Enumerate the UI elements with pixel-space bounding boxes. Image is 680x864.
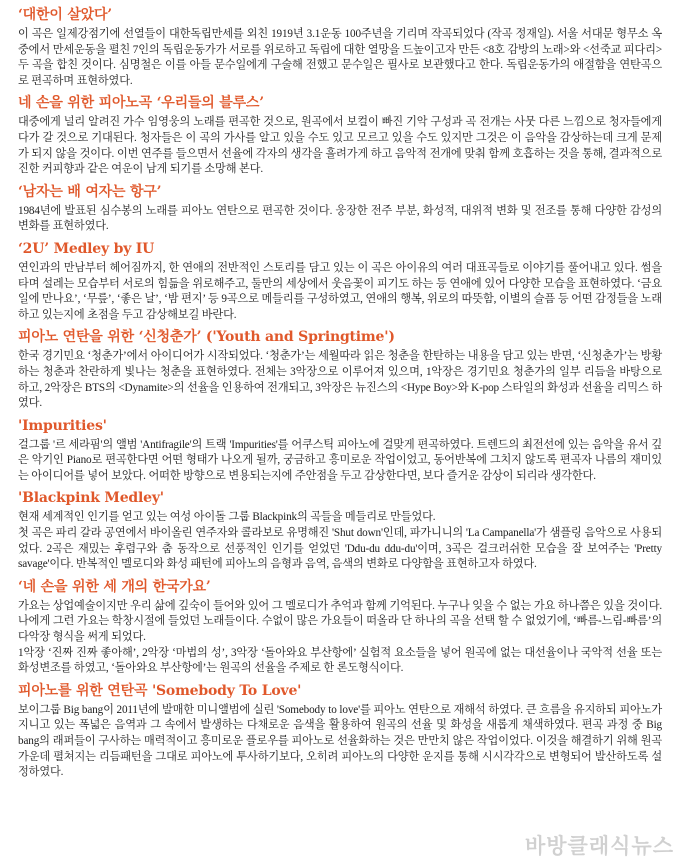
section-title: 'Impurities' (18, 417, 107, 434)
section-somebody-to-love (18, 682, 662, 781)
section-blackpink-medley (18, 489, 662, 572)
section-title: ‘2U’ Medley by IU (18, 240, 155, 257)
watermark: 바방클래식뉴스 (524, 834, 674, 858)
section-man-ship-woman-port (18, 183, 662, 235)
section-body: 연인과의 만남부터 헤어짐까지, 한 연애의 전반적인 스토리를 담고 있는 이 곡은 아이유의 여러 대표곡들로 이야기를 풀어내고 있다. 썸을 타며 설레는 모습부터 서로의 힘듦을 위로해주고, 둘만의 세상에서 웃음꽃이 피기도 하는 등 연애에 있어 다양한 모습을 표현하였다. ‘금요일에 만나요’, ‘무릎’, ‘좋은 날’, ‘밤 편지’ 등 9곡으로 메들리를 구성하였고, 연애의 행복, 위로의 따뜻함, 이별의 슬픔 등 어떤 감정들을 노래하고 있는지에 초점을 두고 감상해보길 바란다. (18, 261, 662, 321)
section-title: ‘네 손을 위한 세 개의 한국가요’ (18, 578, 211, 595)
section-2u-medley (18, 240, 662, 323)
section-title: ‘남자는 배 여자는 항구’ (18, 183, 162, 200)
section-title: 피아노 연탄을 위한 ‘신청춘가’ ('Youth and Springtime') (18, 329, 395, 346)
section-body: 첫 곡은 파리 갈라 공연에서 바이올린 연주자와 콜라보로 유명해진 'Shut down'인데, 파가니니의 'La Campanella'가 샘플링 음악으로 사용되었다. 2곡은 재밌는 후렴구와 춤 동작으로 선풍적인 인기를 얻었던 'Ddu-du ddu-du'이며, 3곡은 걸크러쉬한 모습을 잘 보여주는 'Pretty savage'이다. 반복적인 멜로디와 화성 패턴에 피아노의 음형과 음역, 음색의 변화로 다양함을 표현하고자 하였다. (18, 527, 662, 571)
section-body: 걸그룹 '르 세라핌'의 앨범 'Antifragile'의 트랙 'Impurities'를 어쿠스틱 피아노에 걸맞게 편곡하였다. 트렌드의 최전선에 있는 음악을 유서 깊은 악기인 Piano로 편곡한다면 어떤 형태가 나오게 될까, 궁금하고 흥미로운 작업이었고, 동어반복에 그치지 않도록 편곡자 나름의 재미있는 아이디어를 넣어 보았다. 어떠한 방향으로 변용되는지에 주안점을 두고 감상한다면, 보다 즐거운 감상이 되리라 생각한다. (18, 438, 662, 482)
section-body: 가요는 상업예술이지만 우리 삶에 깊숙이 들어와 있어 그 멜로디가 추억과 함께 기억된다. 누구나 잊을 수 없는 가요 하나쯤은 있을 것이다. 나에게 그런 가요는 학창시절에 들었던 노래들이다. 수없이 많은 가요들이 떠올라 단 하나의 곡을 선택 할 수 없었기에, ‘빠름-느림-빠름’의 다악장 형식을 써게 되었다. (18, 599, 662, 644)
section-title: 네 손을 위한 피아노곡 ‘우리들의 블루스’ (18, 95, 264, 112)
section-title: 'Blackpink Medley' (18, 490, 164, 507)
section-body: 1악장 ‘진짜 진짜 좋아해’, 2악장 ‘마법의 성’, 3악장 ‘돌아와요 부산항에’ 실험적 요소들을 넣어 원곡에 없는 대선율이나 국악적 선율 또는 화성변조를 하였고, ‘돌아와요 부산항에’는 원곡의 선율을 주제로 한 론도형식이다. (18, 646, 662, 675)
section-title: 피아노를 위한 연탄곡 'Somebody To Love' (18, 682, 302, 699)
section-body: 대중에게 널리 알려진 가수 임영웅의 노래를 편곡한 것으로, 원곡에서 보컬이 빠진 기악 구성과 곡 전개는 사뭇 다른 느낌으로 청자들에게 다가 갈 것으로 기대된다. 청자들은 이 곡의 가사를 알고 있을 수도 있고 모르고 있을 수도 있지만 그것은 이 음악을 감상하는데 크게 문제가 되지 않을 것이다. 이번 연주를 들으면서 선율에 각자의 생각을 흘려가게 하고 음악적 전개에 맞춰 함께 호흡하는 것을 통해, 결과적으로 진한 커피향과 같은 여운이 남게 되기를 소망해 본다. (18, 116, 662, 176)
section-youth-springtime (18, 328, 662, 411)
section-title: ‘대한이 살았다’ (18, 7, 112, 23)
section-three-korean-songs (18, 578, 662, 677)
section-daehan (18, 6, 662, 89)
section-body: 이 곡은 일제강점기에 선열들이 대한독립만세를 외친 1919년 3.1운동 100주년을 기리며 작곡되었다 (작곡 정재일). 서울 서대문 형무소 옥중에서 만세운동을 펼친 7인의 독립운동가가 서로를 위로하고 독립에 대한 열망을 드높이고자 만든 <8호 감방의 노래>와 <선죽교 피다리> 두 곡을 합친 것이다. 심명철은 이를 아들 문수일에게 구술해 전했고 문수일은 필사로 보관했다고 한다. 독립운동가의 애절함을 연탄곡으로 편곡하며 표현하였다. (18, 28, 662, 87)
section-our-blues (18, 94, 662, 177)
section-body: 보이그룹 Big bang이 2011년에 발매한 미니앨범에 실린 'Somebody to love'를 피아노 연탄으로 재해석 하였다. 큰 흐름을 유지하되 피아노가 지니고 있는 폭넓은 음역과 그 속에서 발생하는 다채로운 음색을 활용하여 원곡의 선율 및 화성을 새롭게 채색하였다. 편곡 과정 중 Big bang의 래퍼들이 구사하는 매력적이고 흥미로운 플로우를 피아노로 선율화하는 것은 만만치 않은 작업이었다. 이것을 해결하기 위해 원곡 가운데 펼쳐지는 리듬패턴을 그대로 피아노에 투사하기보다, 오히려 피아노의 다양한 운지를 통해 시시각각으로 변형되어 발산하도록 설정하였다. (18, 703, 662, 779)
section-body: 1984년에 발표된 심수봉의 노래를 피아노 연탄으로 편곡한 것이다. 웅장한 전주 부분, 화성적, 대위적 변화 및 전조를 통해 다양한 감성의 변화를 표현하였다. (18, 204, 662, 233)
section-body: 현재 세계적인 인기를 얻고 있는 여성 아이돌 그룹 Blackpink의 곡들을 메들리로 만들었다. (18, 511, 436, 524)
section-body: 한국 경기민요 ‘청춘가’에서 아이디어가 시작되었다. ‘청춘가’는 세월따라 읽은 청춘을 한탄하는 내용을 담고 있는 반면, ‘신청춘가’는 방황하는 청춘과 찬란하게 빛나는 청춘을 표현하였다. 전체는 3악장으로 이루어져 있으며, 1악장은 경기민요 청춘가의 일부 리듬을 바탕으로 하고, 2악장은 BTS의 <Dynamite>의 선율을 인용하여 전개되고, 3악장은 뉴진스의 <Hype Boy>와 K-pop 스타일의 화성과 선율을 리믹스 하였다. (18, 350, 662, 410)
section-impurities (18, 417, 662, 485)
